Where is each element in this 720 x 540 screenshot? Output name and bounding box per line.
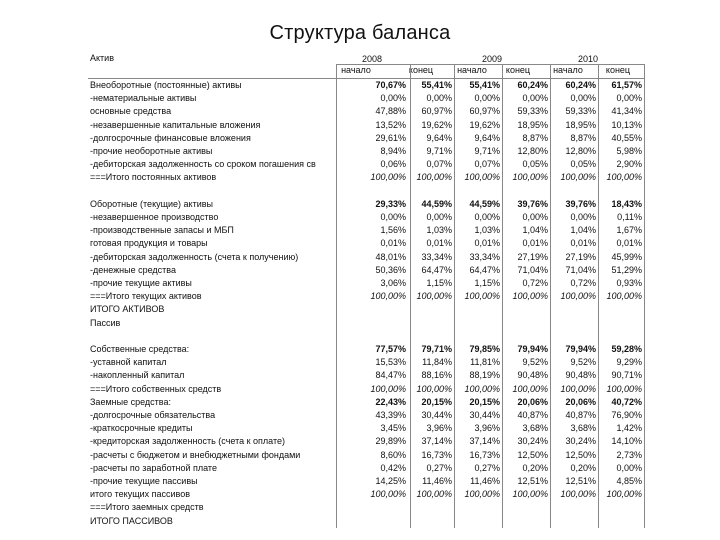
table-cell: 79,85% [469, 344, 500, 354]
table-cell: 37,14% [469, 436, 500, 447]
table-cell: 59,28% [611, 344, 642, 354]
column-header: конец [605, 65, 631, 75]
table-row [88, 356, 644, 369]
table-cell: 29,33% [375, 198, 406, 209]
table-cell: 16,73% [469, 449, 500, 460]
table-cell: 20,15% [469, 396, 500, 407]
table-cell: 71,04% [565, 264, 596, 275]
row-label: -уставной капитал [90, 357, 167, 368]
table-cell: 0,00% [380, 212, 406, 222]
table-cell: 10,13% [611, 119, 642, 130]
table-row [88, 422, 644, 435]
table-cell: 100,00% [416, 383, 452, 394]
table-row [88, 330, 644, 343]
row-label: основные средства [90, 106, 172, 117]
table-cell: 45,99% [611, 251, 642, 262]
table-cell: 0,11% [617, 212, 642, 222]
table-cell: 0,05% [570, 159, 596, 170]
table-row [88, 224, 644, 237]
table-cell: 40,72% [611, 396, 642, 407]
table-cell: 1,04% [522, 225, 548, 236]
table-cell: 0,00% [474, 212, 500, 222]
table-cell: 84,47% [375, 370, 406, 381]
row-label: -прочие необоротные активы [90, 146, 213, 156]
table-cell: 3,96% [426, 423, 452, 434]
table-cell: 59,33% [565, 106, 596, 117]
table-cell: 100,00% [370, 383, 406, 394]
table-cell: 3,06% [380, 278, 406, 288]
table-cell: 0,00% [426, 212, 452, 222]
table-row [88, 303, 644, 316]
header-divider [88, 78, 644, 79]
table-cell: 40,87% [565, 410, 596, 420]
table-cell: 9,52% [522, 357, 548, 368]
table-cell: 64,47% [421, 264, 452, 275]
row-label: Пассив [90, 317, 121, 328]
table-cell: 0,72% [522, 278, 548, 288]
table-cell: 41,34% [611, 106, 642, 117]
table-cell: 1,03% [474, 225, 500, 236]
row-label: -денежные средства [90, 264, 176, 275]
table-cell: 0,00% [570, 93, 596, 104]
column-header: конец [505, 65, 531, 75]
table-cell: 100,00% [464, 291, 500, 302]
table-cell: 15,53% [375, 357, 406, 368]
table-cell: 12,80% [565, 146, 596, 156]
table-cell: 100,00% [464, 383, 500, 394]
row-label: -краткосрочные кредиты [90, 423, 193, 434]
table-cell: 9,71% [474, 146, 500, 156]
table-cell: 29,61% [375, 132, 406, 143]
table-cell: 0,00% [522, 212, 548, 222]
table-cell: 59,33% [517, 106, 548, 117]
row-label: Оборотные (текущие) активы [90, 198, 213, 209]
table-cell: 0,01% [616, 238, 642, 249]
table-cell: 60,97% [421, 106, 452, 117]
table-cell: 14,10% [611, 436, 642, 447]
table-cell: 0,01% [474, 238, 500, 249]
table-cell: 11,46% [422, 476, 452, 486]
table-cell: 8,94% [380, 146, 406, 156]
table-cell: 100,00% [416, 489, 452, 500]
table-cell: 51,29% [611, 264, 642, 275]
row-label: -расчеты с бюджетом и внебюджетными фондами [90, 449, 301, 460]
table-cell: 0,00% [380, 93, 406, 104]
table-cell: 0,20% [570, 462, 596, 473]
table-row [88, 119, 644, 132]
table-cell: 20,15% [421, 396, 452, 407]
table-cell: 90,48% [565, 370, 596, 381]
table-cell: 71,04% [517, 264, 548, 275]
table-cell: 19,62% [469, 119, 500, 130]
table-cell: 9,52% [570, 357, 596, 368]
table-cell: 20,06% [565, 396, 596, 407]
table-cell: 0,93% [616, 278, 642, 288]
table-cell: 100,00% [370, 172, 406, 183]
column-divider [336, 64, 337, 528]
row-label: Заемные средства: [90, 396, 171, 407]
table-cell: 0,00% [474, 93, 500, 104]
column-divider [550, 64, 551, 528]
table-row [88, 317, 644, 330]
column-divider [598, 64, 599, 528]
table-row [88, 92, 644, 105]
table-row [88, 369, 644, 382]
table-cell: 5,98% [616, 146, 642, 156]
column-divider [644, 64, 645, 528]
table-cell: 0,27% [426, 462, 452, 473]
row-label: -накопленный капитал [90, 370, 185, 381]
table-cell: 11,81% [470, 357, 500, 368]
table-cell: 9,64% [426, 132, 452, 143]
table-cell: 33,34% [469, 251, 500, 262]
table-cell: 3,96% [474, 423, 500, 434]
row-label: -долгосрочные обязательства [90, 410, 216, 420]
table-cell: 29,89% [375, 436, 406, 447]
table-row [88, 251, 644, 264]
row-label: ИТОГО ПАССИВОВ [90, 515, 173, 526]
row-label: Внеоборотные (постоянные) активы [90, 80, 242, 90]
table-cell: 18,43% [611, 198, 642, 209]
table-cell: 76,90% [611, 410, 642, 420]
table-cell: 8,87% [570, 132, 596, 143]
table-cell: 44,59% [421, 198, 452, 209]
table-cell: 4,85% [616, 476, 642, 486]
table-cell: 11,84% [422, 357, 452, 368]
table-cell: 9,71% [426, 146, 452, 156]
table-cell: 1,03% [426, 225, 452, 236]
page-title: Структура баланса [269, 22, 451, 44]
table-row [88, 158, 644, 171]
table-cell: 1,04% [570, 225, 596, 236]
table-cell: 100,00% [370, 489, 406, 500]
table-cell: 30,24% [517, 436, 548, 447]
row-label: -незавершенные капитальные вложения [90, 119, 261, 130]
table-row [88, 409, 644, 422]
table-cell: 0,00% [522, 93, 548, 104]
table-row [88, 435, 644, 448]
table-cell: 43,39% [375, 410, 406, 420]
table-cell: 33,34% [421, 251, 452, 262]
table-row [88, 343, 644, 356]
row-label: -прочие текущие активы [90, 278, 192, 288]
table-cell: 1,67% [616, 225, 642, 236]
table-row [88, 501, 644, 514]
table-cell: 9,29% [616, 357, 642, 368]
header-divider [336, 64, 644, 65]
table-cell: 27,19% [565, 251, 596, 262]
row-label: ИТОГО АКТИВОВ [90, 304, 165, 315]
table-cell: 100,00% [560, 172, 596, 183]
table-cell: 100,00% [512, 489, 548, 500]
table-cell: 100,00% [370, 291, 406, 302]
table-cell: 12,50% [517, 449, 548, 460]
table-cell: 0,00% [616, 93, 642, 104]
row-label: ===Итого заемных средств [90, 502, 204, 513]
table-cell: 100,00% [606, 383, 642, 394]
table-cell: 0,00% [616, 462, 642, 473]
table-row [88, 277, 644, 290]
table-row [88, 171, 644, 184]
table-cell: 0,42% [380, 462, 406, 473]
row-label: готовая продукция и товары [90, 238, 208, 249]
table-cell: 18,95% [517, 119, 548, 130]
year-header: 2010 [577, 54, 599, 64]
table-cell: 90,71% [611, 370, 642, 381]
table-cell: 44,59% [469, 198, 500, 209]
table-cell: 79,71% [421, 344, 452, 354]
table-cell: 50,36% [375, 264, 406, 275]
table-cell: 100,00% [560, 489, 596, 500]
table-cell: 1,15% [426, 278, 452, 288]
table-cell: 100,00% [416, 172, 452, 183]
table-cell: 13,52% [375, 119, 406, 130]
year-header: 2008 [361, 54, 383, 64]
table-cell: 79,94% [565, 344, 596, 354]
row-label: -кредиторская задолженность (счета к оплате) [90, 436, 286, 447]
table-cell: 60,24% [517, 80, 548, 90]
table-cell: 100,00% [560, 383, 596, 394]
row-label: ===Итого текущих активов [90, 291, 202, 302]
table-cell: 20,06% [517, 396, 548, 407]
table-cell: 60,97% [469, 106, 500, 117]
table-cell: 9,64% [474, 132, 500, 143]
table-row [88, 396, 644, 409]
table-cell: 100,00% [416, 291, 452, 302]
table-row [88, 475, 644, 488]
table-row [88, 132, 644, 145]
table-cell: 27,19% [517, 251, 548, 262]
table-row [88, 237, 644, 250]
row-label: -расчеты по заработной плате [90, 462, 217, 473]
table-cell: 0,01% [522, 238, 548, 249]
table-cell: 77,57% [375, 344, 406, 354]
table-cell: 16,73% [421, 449, 452, 460]
table-cell: 100,00% [560, 291, 596, 302]
table-cell: 30,24% [565, 436, 596, 447]
table-row [88, 145, 644, 158]
table-cell: 0,05% [522, 159, 548, 170]
table-row [88, 264, 644, 277]
table-cell: 100,00% [512, 291, 548, 302]
column-header: начало [341, 65, 371, 75]
table-cell: 8,60% [380, 449, 406, 460]
table-row [88, 79, 644, 92]
table-cell: 0,72% [570, 278, 596, 288]
table-cell: 100,00% [606, 291, 642, 302]
table-cell: 70,67% [375, 80, 406, 90]
table-row [88, 515, 644, 528]
table-cell: 12,51% [565, 476, 596, 486]
table-cell: 0,20% [522, 462, 548, 473]
table-cell: 12,51% [517, 476, 548, 486]
table-row [88, 290, 644, 303]
balance-table [88, 52, 644, 530]
table-cell: 100,00% [606, 172, 642, 183]
table-row [88, 211, 644, 224]
table-cell: 3,68% [570, 423, 596, 434]
table-cell: 1,42% [616, 423, 642, 434]
table-cell: 100,00% [464, 172, 500, 183]
table-cell: 0,01% [426, 238, 452, 249]
table-row [88, 449, 644, 462]
table-cell: 22,43% [375, 396, 406, 407]
table-cell: 1,15% [474, 278, 500, 288]
table-cell: 12,50% [565, 449, 596, 460]
row-label: -прочие текущие пассивы [90, 476, 198, 486]
table-cell: 3,45% [380, 423, 406, 434]
table-cell: 8,87% [522, 132, 548, 143]
table-cell: 14,25% [375, 476, 406, 486]
table-cell: 0,01% [380, 238, 406, 249]
table-cell: 18,95% [565, 119, 596, 130]
table-cell: 100,00% [464, 489, 500, 500]
table-cell: 3,68% [522, 423, 548, 434]
table-cell: 88,16% [421, 370, 452, 381]
column-divider [502, 64, 503, 528]
table-cell: 0,01% [570, 238, 596, 249]
table-cell: 47,88% [375, 106, 406, 117]
table-cell: 88,19% [469, 370, 500, 381]
row-label: Собственные средства: [90, 344, 190, 354]
year-header: 2009 [481, 54, 503, 64]
table-cell: 40,87% [517, 410, 548, 420]
table-cell: 100,00% [512, 383, 548, 394]
table-row [88, 383, 644, 396]
row-label: ===Итого собственных средств [90, 383, 222, 394]
row-label: ===Итого постоянных активов [90, 172, 217, 183]
table-cell: 0,06% [380, 159, 406, 170]
actives-header: Актив [90, 53, 114, 63]
table-cell: 48,01% [375, 251, 406, 262]
table-row [88, 488, 644, 501]
table-cell: 39,76% [565, 198, 596, 209]
table-row [88, 105, 644, 118]
table-cell: 37,14% [421, 436, 452, 447]
table-cell: 12,80% [517, 146, 548, 156]
table-cell: 1,56% [380, 225, 406, 236]
table-cell: 0,00% [570, 212, 596, 222]
row-label: -нематериальные активы [90, 93, 197, 104]
table-row [88, 198, 644, 211]
column-header: конец [408, 65, 434, 75]
table-cell: 55,41% [421, 80, 452, 90]
table-row [88, 462, 644, 475]
row-label: -дебиторская задолженность (счета к получению) [90, 251, 299, 262]
column-header: начало [457, 65, 487, 75]
table-cell: 90,48% [517, 370, 548, 381]
column-divider [410, 64, 411, 528]
table-cell: 0,00% [426, 93, 452, 104]
table-cell: 2,73% [616, 449, 642, 460]
table-cell: 64,47% [469, 264, 500, 275]
table-cell: 100,00% [512, 172, 548, 183]
row-label: -производственные запасы и МБП [90, 225, 234, 236]
table-cell: 2,90% [616, 159, 642, 170]
table-row [88, 185, 644, 198]
row-label: -долгосрочные финансовые вложения [90, 132, 251, 143]
table-cell: 19,62% [421, 119, 452, 130]
table-cell: 100,00% [606, 489, 642, 500]
table-cell: 11,46% [470, 476, 500, 486]
table-cell: 40,55% [611, 132, 642, 143]
row-label: итого текущих пассивов [90, 489, 191, 500]
table-cell: 0,27% [474, 462, 500, 473]
table-cell: 0,07% [426, 159, 452, 170]
table-cell: 30,44% [469, 410, 500, 420]
table-cell: 79,94% [517, 344, 548, 354]
table-cell: 60,24% [565, 80, 596, 90]
column-divider [454, 64, 455, 528]
row-label: -дебиторская задолженность со сроком погашения св [90, 159, 316, 170]
table-cell: 0,07% [474, 159, 500, 170]
table-cell: 61,57% [611, 80, 642, 90]
row-label: -незавершенное производство [90, 212, 219, 222]
column-header: начало [553, 65, 583, 75]
table-cell: 39,76% [517, 198, 548, 209]
table-cell: 55,41% [469, 80, 500, 90]
table-cell: 30,44% [421, 410, 452, 420]
